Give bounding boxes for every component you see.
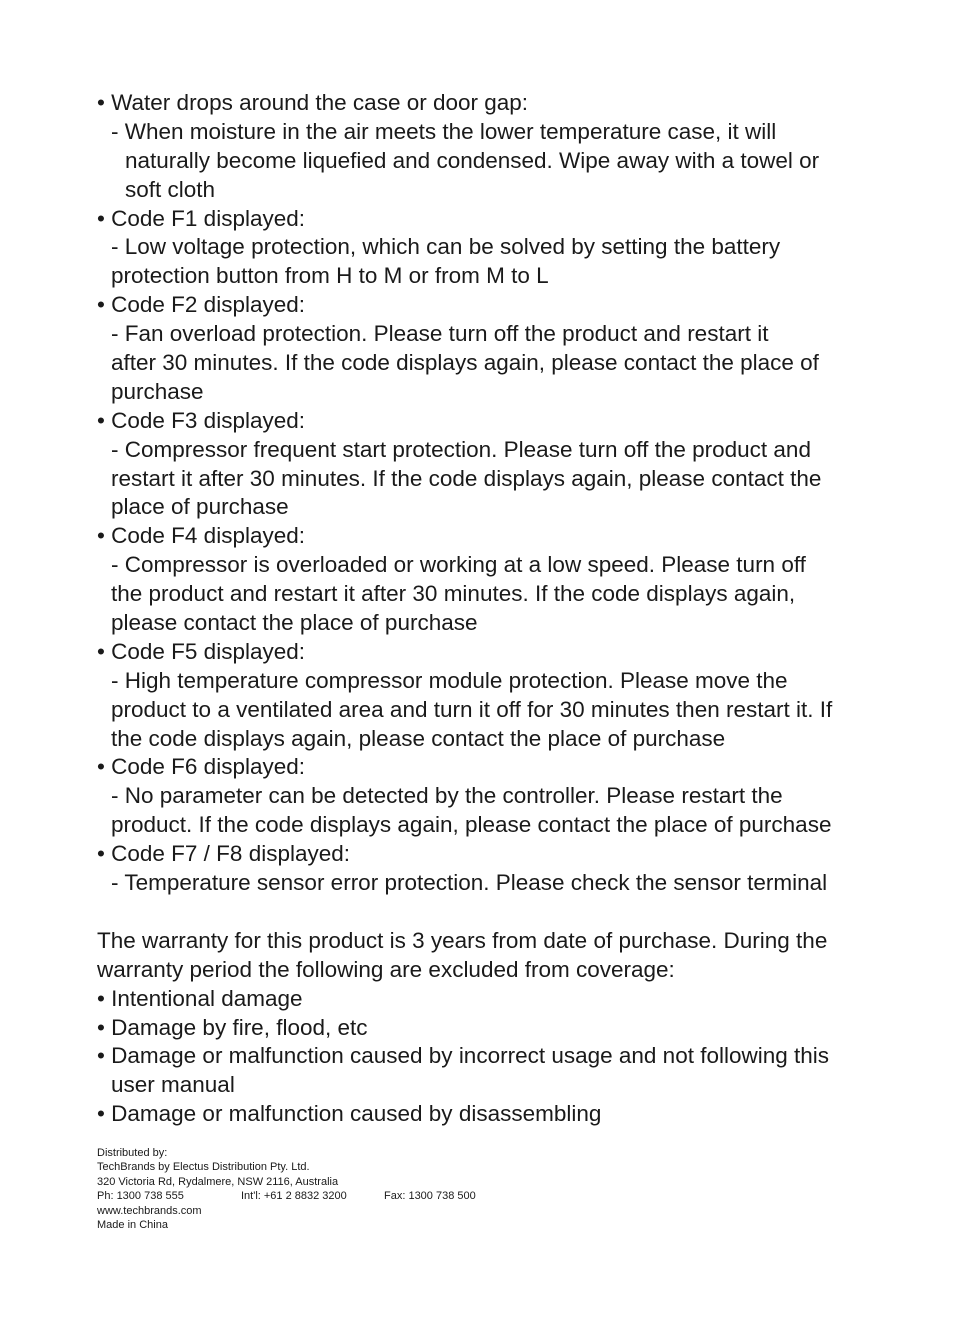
item-title-f6: • Code F6 displayed: bbox=[97, 754, 305, 780]
item-text: purchase bbox=[111, 378, 204, 404]
item-title-f1: • Code F1 displayed: bbox=[97, 205, 305, 231]
footer-website: www.techbrands.com bbox=[97, 1204, 202, 1217]
warranty-intro: The warranty for this product is 3 years from date of purchase. During the bbox=[97, 927, 828, 953]
item-text: - Fan overload protection. Please turn off the product and restart it bbox=[111, 321, 769, 347]
item-text: restart it after 30 minutes. If the code displays again, please contact the bbox=[111, 465, 822, 491]
warranty-section bbox=[97, 927, 897, 1129]
item-title-f4: • Code F4 displayed: bbox=[97, 523, 305, 549]
exclusion-item: • Damage or malfunction caused by incorrect usage and not following this bbox=[97, 1043, 830, 1069]
item-text: - High temperature compressor module protection. Please move the bbox=[111, 667, 788, 693]
item-text: - Compressor is overloaded or working at a low speed. Please turn off bbox=[111, 552, 806, 578]
footer-phone: Ph: 1300 738 555 bbox=[97, 1190, 184, 1203]
footer-address: 320 Victoria Rd, Rydalmere, NSW 2116, Australia bbox=[97, 1175, 339, 1188]
footer-origin: Made in China bbox=[97, 1218, 168, 1231]
exclusion-item: • Intentional damage bbox=[97, 985, 303, 1011]
exclusion-item: • Damage or malfunction caused by disassembling bbox=[97, 1101, 602, 1127]
item-text: naturally become liquefied and condensed. Wipe away with a towel or bbox=[125, 147, 820, 173]
item-text: please contact the place of purchase bbox=[111, 610, 478, 636]
item-text: after 30 minutes. If the code displays again, please contact the place of bbox=[111, 350, 819, 376]
item-text: place of purchase bbox=[111, 494, 289, 520]
warranty-intro: warranty period the following are excluded from coverage: bbox=[97, 956, 675, 982]
item-text: - No parameter can be detected by the controller. Please restart the bbox=[111, 783, 783, 809]
item-text: - Compressor frequent start protection. Please turn off the product and bbox=[111, 436, 811, 462]
footer-distributed: Distributed by: bbox=[97, 1147, 168, 1159]
item-title-water: • Water drops around the case or door gap: bbox=[97, 90, 529, 115]
footer-intl: Int'l: +61 2 8832 3200 bbox=[241, 1190, 347, 1203]
document-body bbox=[97, 89, 897, 1129]
item-title-f2: • Code F2 displayed: bbox=[97, 292, 305, 318]
exclusion-item: user manual bbox=[111, 1072, 235, 1098]
footer-contacts bbox=[97, 1189, 476, 1203]
item-text: the product and restart it after 30 minutes. If the code displays again, bbox=[111, 581, 796, 607]
item-text: - Temperature sensor error protection. Please check the sensor terminal bbox=[111, 870, 828, 896]
item-title-f78: • Code F7 / F8 displayed: bbox=[97, 841, 351, 867]
item-text: product to a ventilated area and turn it off for 30 minutes then restart it. If bbox=[111, 696, 833, 722]
item-text: - Low voltage protection, which can be solved by setting the battery bbox=[111, 234, 781, 260]
item-text: the code displays again, please contact the place of purchase bbox=[111, 725, 726, 751]
exclusion-item: • Damage by fire, flood, etc bbox=[97, 1014, 368, 1040]
troubleshooting-list bbox=[97, 89, 897, 898]
item-text: soft cloth bbox=[125, 176, 216, 202]
item-text: product. If the code displays again, please contact the place of purchase bbox=[111, 812, 832, 838]
item-title-f5: • Code F5 displayed: bbox=[97, 638, 305, 664]
item-title-f3: • Code F3 displayed: bbox=[97, 407, 305, 433]
item-text: - When moisture in the air meets the lower temperature case, it will bbox=[111, 118, 777, 144]
item-text: protection button from H to M or from M to L bbox=[111, 263, 549, 289]
distributor-footer bbox=[97, 1146, 476, 1232]
footer-fax: Fax: 1300 738 500 bbox=[384, 1190, 476, 1203]
footer-company: TechBrands by Electus Distribution Pty. Ltd. bbox=[97, 1161, 310, 1174]
spacer bbox=[97, 898, 897, 927]
